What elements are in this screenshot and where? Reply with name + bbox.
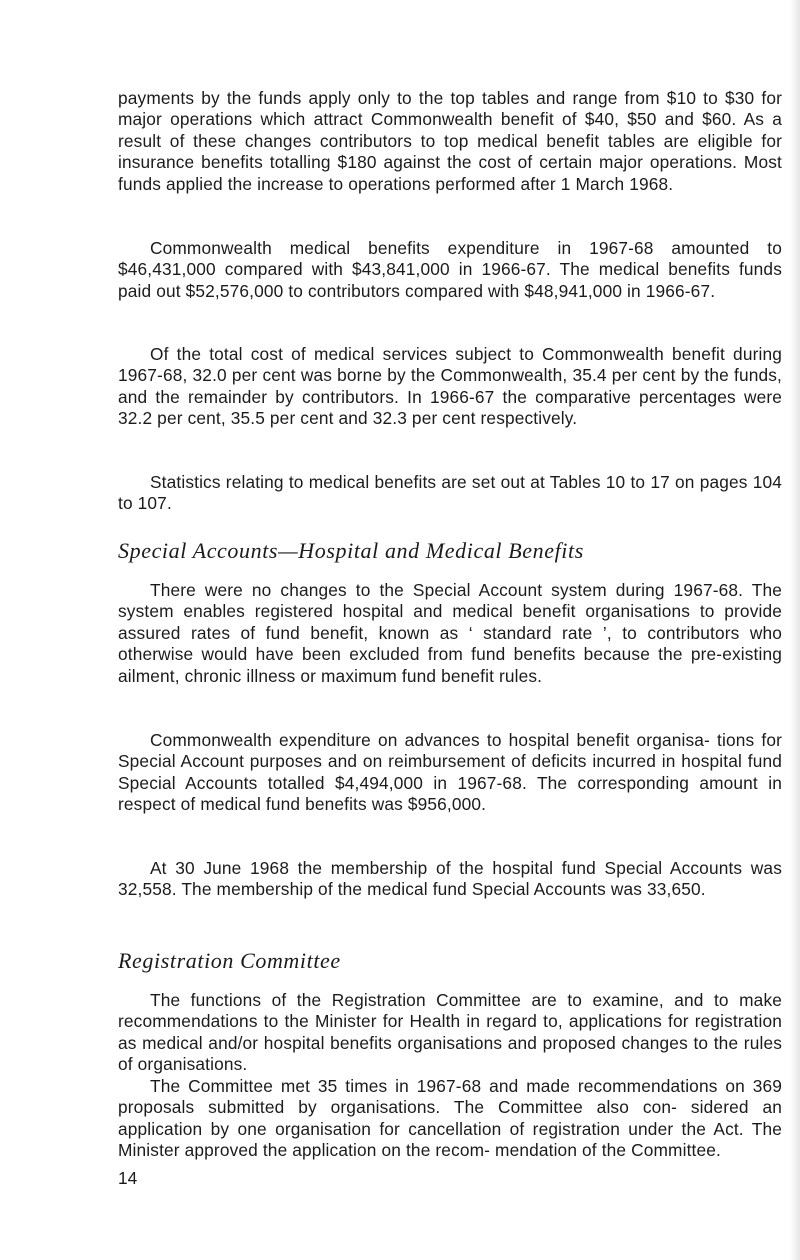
paragraph-special-account-membership: At 30 June 1968 the membership of the hospital fund Special Accounts was 32,558. The membership of the medical fund Special Accounts was 33,650. bbox=[118, 858, 782, 900]
paragraph-major-operations: payments by the funds apply only to the top tables and range from $10 to $30 for major operations which attract Commonwealth benefit of $40, $50 and $60. As a result of these changes contributors to top medical benefit tables are eligible for insurance benefits totalling $180 against the cost of certain major operations. Most funds applied the increase to operations performed after 1 March 1968. bbox=[118, 88, 782, 194]
paragraph-medical-benefits-expenditure: Commonwealth medical benefits expenditure in 1967-68 amounted to $46,431,000 compared with $43,841,000 in 1966-67. The medical benefits funds paid out $52,576,000 to contributors compared with $48,941,000 in 1966-67. bbox=[118, 238, 782, 301]
paragraph-committee-functions: The functions of the Registration Committee are to examine, and to make recommendations to the Minister for Health in regard to, applications for registration as medical and/or hospital benefits organisations and proposed changes to the rules of organisations. bbox=[118, 990, 782, 1075]
page-edge-shadow bbox=[790, 0, 800, 1260]
paragraph-statistics-tables: Statistics relating to medical benefits are set out at Tables 10 to 17 on pages 104 to 107. bbox=[118, 472, 782, 514]
paragraph-special-account-expenditure: Commonwealth expenditure on advances to hospital benefit organisa- tions for Special Account purposes and on reimbursement of deficits incurred in hospital fund Special Accounts totalled $4,494,000 in 1967-68. The corresponding amount in respect of medical fund benefits was $956,000. bbox=[118, 730, 782, 815]
paragraph-cost-percentages: Of the total cost of medical services subject to Commonwealth benefit during 1967-68, 32.0 per cent was borne by the Commonwealth, 35.4 per cent by the funds, and the remainder by contributors. In 1966-67 the comparative percentages were 32.2 per cent, 35.5 per cent and 32.3 per cent respectively. bbox=[118, 344, 782, 429]
section-heading-special-accounts: Special Accounts—Hospital and Medical Benefits bbox=[118, 538, 584, 563]
page-number: 14 bbox=[118, 1168, 138, 1188]
paragraph-special-account-system: There were no changes to the Special Account system during 1967-68. The system enables registered hospital and medical benefit organisations to provide assured rates of fund benefit, known as ‘ standard rate ’, to contributors who otherwise would have been excluded from fund benefits because the pre-existing ailment, chronic illness or maximum fund benefit rules. bbox=[118, 580, 782, 686]
paragraph-committee-meetings: The Committee met 35 times in 1967-68 and made recommendations on 369 proposals submitted by organisations. The Committee also con- sidered an application by one organisation for cancellation of registration under the Act. The Minister approved the application on the recom- mendation of the Committee. bbox=[118, 1076, 782, 1161]
section-heading-registration-committee: Registration Committee bbox=[118, 948, 341, 973]
